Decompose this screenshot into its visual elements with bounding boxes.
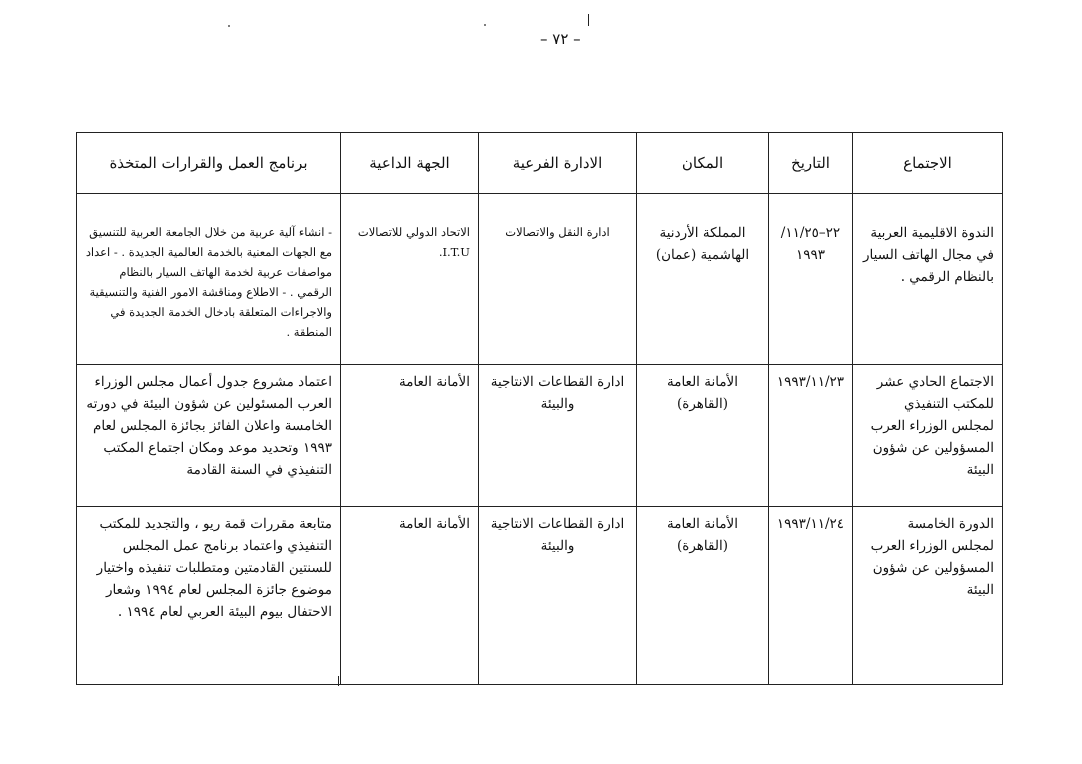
header-sub-department: الادارة الفرعية (479, 133, 637, 194)
cell-date: ١٩٩٣/١١/٢٣ (769, 364, 853, 506)
header-mark (588, 14, 589, 26)
page-number: – ٧٢ – (540, 30, 581, 48)
cell-date: ١٩٩٣/١١/٢٤ (769, 506, 853, 684)
cell-place: الأمانة العامة (القاهرة) (637, 506, 769, 684)
cell-place: المملكة الأردنية الهاشمية (عمان) (637, 216, 769, 364)
scan-speck (228, 25, 230, 27)
cell-sub-department: ادارة النقل والاتصالات (479, 216, 637, 364)
cell-sub-department: ادارة القطاعات الانتاجية والبيئة (479, 364, 637, 506)
cell-program: متابعة مقررات قمة ريو ، والتجديد للمكتب التنفيذي واعتماد برنامج عمل المجلس للسنتين القادمتين ومتطلبات تنفيذه واختيار موضوع جائزة المجلس لعام ١٩٩٤ وشعار الاحتفال بيوم البيئة العربي لعام ١٩٩٤ . (77, 506, 341, 684)
cell-place: الأمانة العامة (القاهرة) (637, 364, 769, 506)
cell-inviting-party: الأمانة العامة (341, 506, 479, 684)
cell-inviting-party: الاتحاد الدولي للاتصالات I.T.U. (341, 216, 479, 364)
cell-meeting: الدورة الخامسة لمجلس الوزراء العرب المسؤولين عن شؤون البيئة (853, 506, 1003, 684)
table-row (77, 216, 1003, 364)
table-edge-mark (338, 676, 339, 686)
cell-meeting: الاجتماع الحادي عشر للمكتب التنفيذي لمجلس الوزراء العرب المسؤولين عن شؤون البيئة (853, 364, 1003, 506)
cell-program: - انشاء آلية عربية من خلال الجامعة العربية للتنسيق مع الجهات المعنية بالخدمة العالمية الجديدة . - اعداد مواصفات عربية لخدمة الهاتف السيار بالنظام الرقمي . - الاطلاع ومناقشة الامور الفنية والتنسيقية والاجراءات المتعلقة بادخال الخدمة الجديدة في المنطقة . (77, 216, 341, 364)
header-place: المكان (637, 133, 769, 194)
table-row (77, 506, 1003, 684)
scan-speck (484, 24, 486, 26)
header-meeting: الاجتماع (853, 133, 1003, 194)
cell-inviting-party: الأمانة العامة (341, 364, 479, 506)
header-row (77, 133, 1003, 194)
cell-sub-department: ادارة القطاعات الانتاجية والبيئة (479, 506, 637, 684)
cell-meeting: الندوة الاقليمية العربية في مجال الهاتف السيار بالنظام الرقمي . (853, 216, 1003, 364)
header-inviting-party: الجهة الداعية (341, 133, 479, 194)
meetings-table (76, 132, 1003, 685)
header-date: التاريخ (769, 133, 853, 194)
cell-date: ٢٢–١١/٢٥/ ١٩٩٣ (769, 216, 853, 364)
cell-program: اعتماد مشروع جدول أعمال مجلس الوزراء العرب المسئولين عن شؤون البيئة في دورته الخامسة واعلان الفائز بجائزة المجلس لعام ١٩٩٣ وتحديد موعد ومكان اجتماع المكتب التنفيذي في السنة القادمة (77, 364, 341, 506)
table-row (77, 364, 1003, 506)
header-program: برنامج العمل والقرارات المتخذة (77, 133, 341, 194)
